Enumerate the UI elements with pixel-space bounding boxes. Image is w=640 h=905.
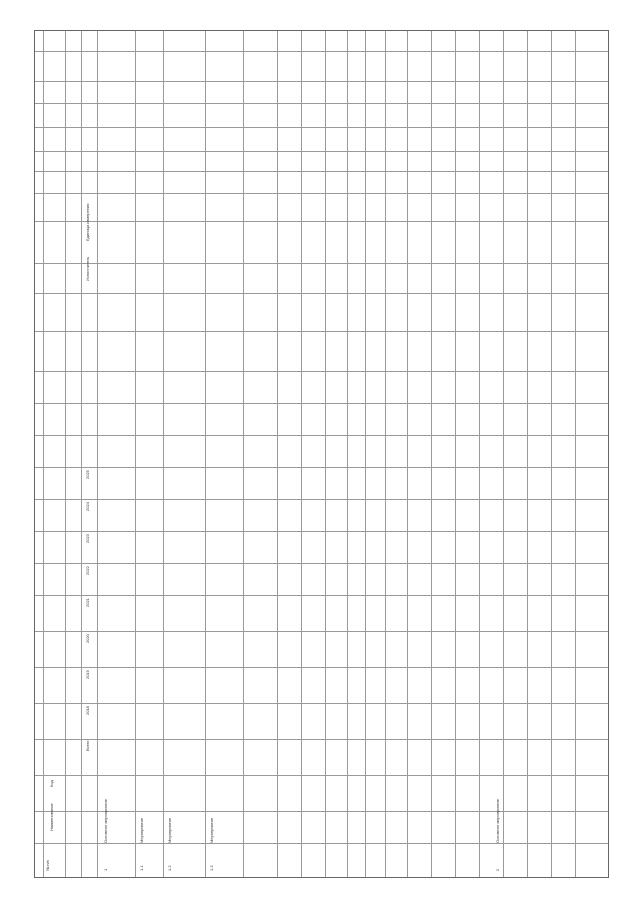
grid-line (35, 293, 608, 294)
grid-line (35, 467, 608, 468)
column-header: № п/п (45, 860, 50, 871)
grid-line (575, 31, 576, 877)
grid-line (205, 31, 206, 877)
column-header: 2021 (85, 598, 90, 607)
grid-line (35, 151, 608, 152)
grid-line (65, 31, 66, 877)
grid-line (163, 31, 164, 877)
grid-line (35, 739, 608, 740)
row-number: 1 (103, 868, 108, 871)
grid-line (43, 31, 44, 877)
grid-line (97, 31, 98, 877)
column-header: 2020 (85, 634, 90, 643)
grid-line (35, 703, 608, 704)
grid-line (325, 31, 326, 877)
grid-line (277, 31, 278, 877)
grid-line (527, 31, 528, 877)
row-name: Мероприятие (167, 817, 172, 843)
column-header: 2022 (85, 566, 90, 575)
grid-line (407, 31, 408, 877)
row-number: 1.3 (209, 865, 214, 871)
grid-line (35, 775, 608, 776)
column-header: Исполнитель (85, 256, 90, 281)
column-header: Всего (85, 740, 90, 751)
grid-line (35, 127, 608, 128)
grid-line (35, 193, 608, 194)
grid-line (35, 499, 608, 500)
grid-line (35, 811, 608, 812)
grid-line (243, 31, 244, 877)
grid-line (135, 31, 136, 877)
grid-line (81, 31, 82, 877)
column-header: 2024 (85, 502, 90, 511)
column-header: Единица измерения (85, 203, 90, 241)
column-header: 2025 (85, 470, 90, 479)
grid-line (431, 31, 432, 877)
grid-line (35, 331, 608, 332)
grid-line (35, 221, 608, 222)
document-table (34, 30, 609, 878)
column-header: Наименование (49, 803, 54, 831)
grid-line (35, 371, 608, 372)
grid-line (35, 595, 608, 596)
grid-line (503, 31, 504, 877)
grid-line (35, 171, 608, 172)
row-number: 2 (495, 868, 500, 871)
grid-line (35, 563, 608, 564)
row-number: 1.2 (167, 865, 172, 871)
row-name: Основное мероприятие (495, 799, 500, 843)
row-name: Мероприятие (139, 817, 144, 843)
grid-line (35, 51, 608, 52)
column-header: 2018 (85, 706, 90, 715)
grid-line (347, 31, 348, 877)
grid-line (385, 31, 386, 877)
row-number: 1.1 (139, 865, 144, 871)
grid-line (35, 103, 608, 104)
grid-line (301, 31, 302, 877)
column-header: 2023 (85, 534, 90, 543)
grid-line (35, 263, 608, 264)
grid-line (35, 631, 608, 632)
grid-line (455, 31, 456, 877)
grid-line (35, 81, 608, 82)
row-name: Основное мероприятие (103, 799, 108, 843)
column-header: Код (49, 780, 54, 787)
row-name: Мероприятие (209, 817, 214, 843)
grid-line (479, 31, 480, 877)
grid-line (365, 31, 366, 877)
grid-line (35, 531, 608, 532)
grid-line (35, 403, 608, 404)
column-header: 2019 (85, 670, 90, 679)
grid-line (35, 843, 608, 844)
grid-line (35, 667, 608, 668)
grid-line (35, 435, 608, 436)
grid-line (551, 31, 552, 877)
